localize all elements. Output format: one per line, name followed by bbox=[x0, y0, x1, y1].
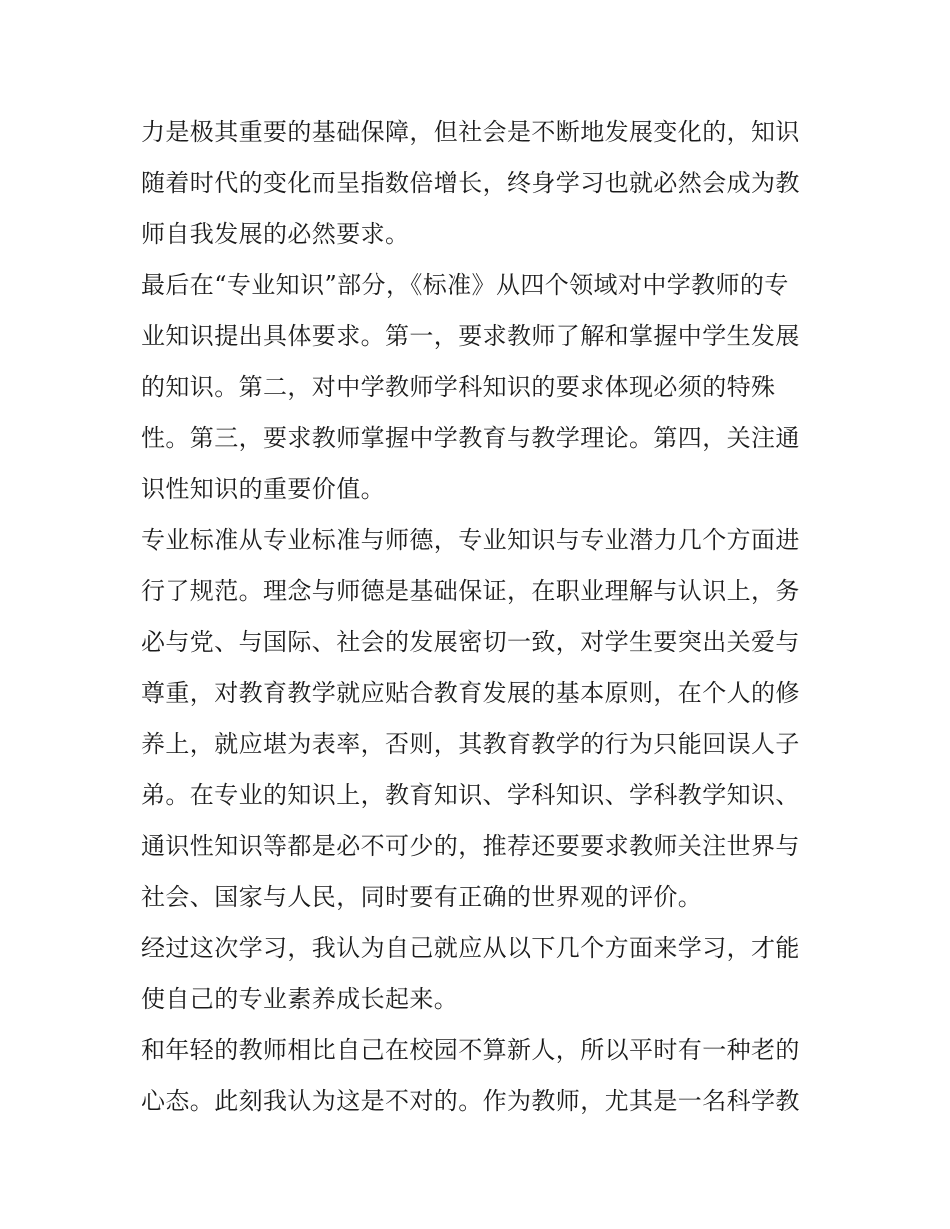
text-line: 行了规范。理念与师德是基础保证，在职业理解与认识上，务 bbox=[141, 577, 800, 605]
text-line: 使自己的专业素养成长起来。 bbox=[141, 985, 459, 1013]
text-line: 弟。在专业的知识上，教育知识、学科知识、学科教学知识、 bbox=[141, 781, 800, 809]
text-line: 专业标准从专业标准与师德，专业知识与专业潜力几个方面进 bbox=[141, 526, 800, 554]
text-line: 和年轻的教师相比自己在校园不算新人，所以平时有一种老的 bbox=[141, 1036, 800, 1064]
text-line: 通识性知识等都是必不可少的，推荐还要要求教师关注世界与 bbox=[141, 832, 800, 860]
text-line: 业知识提出具体要求。第一，要求教师了解和掌握中学生发展 bbox=[141, 322, 800, 350]
text-line: 识性知识的重要价值。 bbox=[141, 475, 385, 503]
text-line: 力是极其重要的基础保障，但社会是不断地发展变化的，知识 bbox=[141, 118, 800, 146]
text-line: 经过这次学习，我认为自己就应从以下几个方面来学习，才能 bbox=[141, 934, 800, 962]
text-line: 心态。此刻我认为这是不对的。作为教师，尤其是一名科学教 bbox=[141, 1087, 800, 1115]
text-line: 最后在“专业知识”部分，《标准》从四个领域对中学教师的专 bbox=[141, 271, 789, 299]
text-line: 必与党、与国际、社会的发展密切一致，对学生要突出关爱与 bbox=[141, 628, 800, 656]
text-line: 随着时代的变化而呈指数倍增长，终身学习也就必然会成为教 bbox=[141, 169, 800, 197]
text-line: 的知识。第二，对中学教师学科知识的要求体现必须的特殊 bbox=[141, 373, 776, 401]
text-line: 社会、国家与人民，同时要有正确的世界观的评价。 bbox=[141, 883, 703, 911]
text-line: 养上，就应堪为表率，否则，其教育教学的行为只能回误人子 bbox=[141, 730, 800, 758]
text-line: 性。第三，要求教师掌握中学教育与教学理论。第四，关注通 bbox=[141, 424, 800, 452]
text-line: 师自我发展的必然要求。 bbox=[141, 220, 410, 248]
text-line: 尊重，对教育教学就应贴合教育发展的基本原则，在个人的修 bbox=[141, 679, 800, 707]
body-text bbox=[141, 107, 813, 1127]
